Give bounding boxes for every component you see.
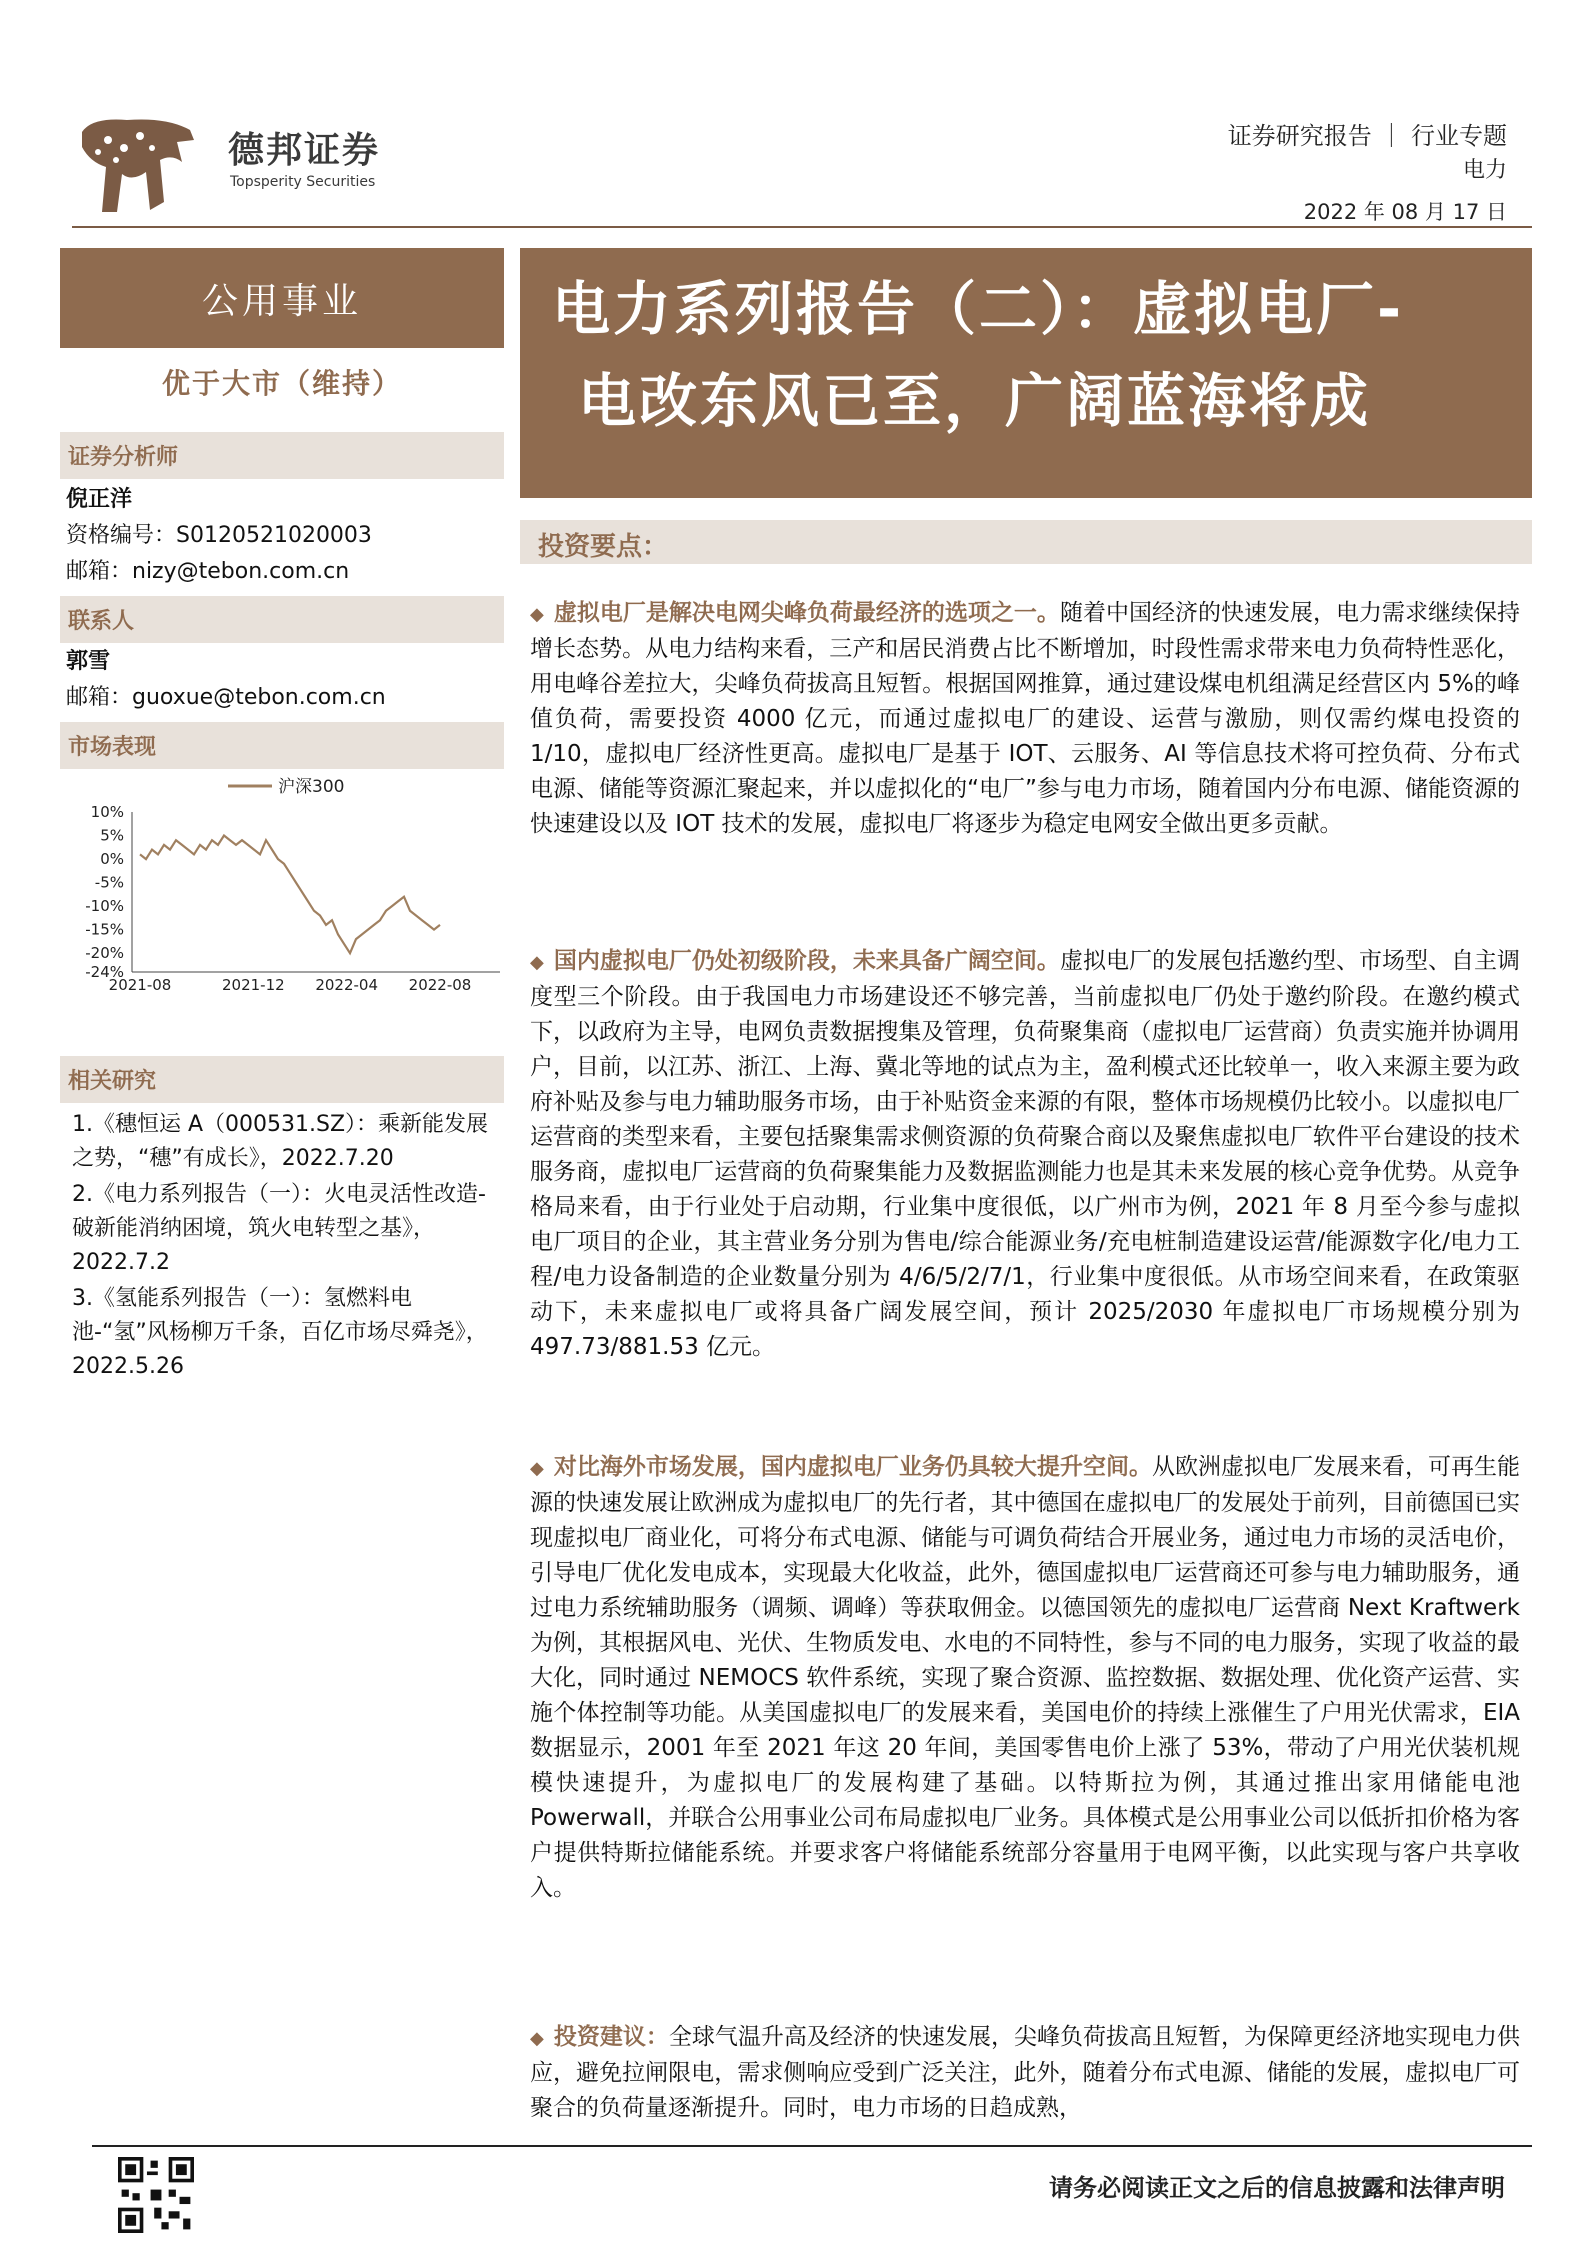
x-tick-label: 2022-08	[408, 976, 472, 994]
x-tick-label: 2022-04	[315, 976, 379, 994]
bullet-icon: ◆	[530, 604, 544, 625]
rating-label: 优于大市（维持）	[161, 367, 402, 400]
x-tick-label: 2021-12	[221, 976, 285, 994]
y-tick-label: -15%	[85, 920, 124, 939]
y-tick-label: 0%	[100, 850, 124, 869]
sector-label: 公用事业	[60, 248, 504, 348]
y-tick-label: 5%	[100, 826, 124, 845]
paragraph-1	[530, 596, 1520, 842]
paragraph-text: 从欧洲虚拟电厂发展来看，可再生能源的快速发展让欧洲成为虚拟电厂的先行者，其中德国在虚拟电厂的发展处于前列，目前德国已实现虚拟电厂商业化，可将分布式电源、储能与可调负荷结合开展业务，通过电力市场的灵活电价，引导电厂优化发电成本，实现最大化收益，此外，德国虚拟电厂运营商还可参与电力辅助服务，通过电力系统辅助服务（调频、调峰）等获取佣金。以德国领先的虚拟电厂运营商 Next Kraftwerk 为例，其根据风电、光伏、生物质发电、水电的不同特性，参与不同的电力服务，实现了收益的最大化，同时通过 NEMOCS 软件系统，实现了聚合资源、监控数据、数据处理、优化资产运营、实施个体控制等功能。从美国虚拟电厂的发展来看，美国电价的持续上涨催生了户用光伏需求，EIA 数据显示，2001 年至 2021 年这 20 年间，美国零售电价上涨了 53%，带动了户用光伏装机规模快速提升，为虚拟电厂的发展构建了基础。以特斯拉为例，其通过推出家用储能电池 Powerwall，并联合公用事业公司布局虚拟电厂业务。具体模式是公用事业公司以低折扣价格为客户提供特斯拉储能系统。并要求客户将储能系统部分容量用于电网平衡，以此实现与客户共享收入。	[530, 1454, 1521, 1901]
header-divider	[72, 226, 1532, 228]
x-tick-label: 2021-08	[108, 976, 172, 994]
bullet-icon: ◆	[530, 952, 544, 973]
key-points-label: 投资要点：	[538, 532, 669, 562]
leopard-logo-icon	[72, 112, 202, 222]
key-points-bar	[520, 520, 1532, 564]
market-heading: 市场表现	[60, 722, 504, 769]
footer-disclaimer[interactable]: 请务必阅读正文之后的信息披露和法律声明	[1049, 2174, 1505, 2202]
brand-name-cn: 德邦证券	[228, 130, 381, 171]
report-type: 证券研究报告 ｜ 行业专题	[1227, 122, 1507, 150]
contact-heading: 联系人	[60, 596, 504, 643]
bullet-icon: ◆	[530, 2028, 544, 2049]
paragraph-text: 全球气温升高及经济的快速发展，尖峰负荷拔高且短暂，为保障更经济地实现电力供应，避免拉闸限电，需求侧响应受到广泛关注，此外，随着分布式电源、储能的发展，虚拟电厂可聚合的负荷量逐渐提升。同时，电力市场的日趋成熟，	[530, 2024, 1521, 2121]
paragraph-lead: 对比海外市场发展，国内虚拟电厂业务仍具较大提升空间。	[553, 1454, 1152, 1480]
paragraph-lead: 投资建议：	[553, 2024, 669, 2050]
chart-legend	[228, 777, 344, 797]
related-item[interactable]: 3.《氢能系列报告（一）：氢燃料电池-“氢”风杨柳万千条，百亿市场尽舜尧》，2022.5.26	[72, 1286, 488, 1379]
related-heading: 相关研究	[60, 1056, 504, 1103]
paragraph-text: 虚拟电厂的发展包括邀约型、市场型、自主调度型三个阶段。由于我国电力市场建设还不够完善，当前虚拟电厂仍处于邀约阶段。在邀约模式下，以政府为主导，电网负责数据搜集及管理，负荷聚集商（虚拟电厂运营商）负责实施并协调用户，目前，以江苏、浙江、上海、冀北等地的试点为主，盈利模式还比较单一，收入来源主要为政府补贴及参与电力辅助服务市场，由于补贴资金来源的有限，整体市场规模仍比较小。以虚拟电厂运营商的类型来看，主要包括聚集需求侧资源的负荷聚合商以及聚焦虚拟电厂软件平台建设的技术服务商，虚拟电厂运营商的负荷聚集能力及数据监测能力也是其未来发展的核心竞争优势。从竞争格局来看，由于行业处于启动期，行业集中度很低，以广州市为例，2021 年 8 月至今参与虚拟电厂项目的企业，其主营业务分别为售电/综合能源业务/充电桩制造建设运营/能源数字化/电力工程/电力设备制造的企业数量分别为 4/6/5/2/7/1，行业集中度很低。从市场空间来看，在政策驱动下，未来虚拟电厂或将具备广阔发展空间，预计 2025/2030 年虚拟电厂市场规模分别为497.73/881.53 亿元。	[530, 948, 1521, 1360]
paragraph-3	[530, 1450, 1520, 1906]
contact-name: 郭雪	[66, 649, 111, 674]
qr-code-icon	[118, 2157, 194, 2233]
analyst-heading: 证券分析师	[60, 432, 504, 479]
report-industry: 电力	[1462, 158, 1507, 183]
bullet-icon: ◆	[530, 1458, 544, 1479]
analyst-email[interactable]: 邮箱：nizy@tebon.com.cn	[66, 559, 350, 584]
y-tick-label: 10%	[90, 803, 124, 821]
legend-label: 沪深300	[278, 777, 345, 797]
analyst-name: 倪正洋	[66, 487, 133, 512]
footer-divider	[92, 2145, 1532, 2147]
paragraph-lead: 虚拟电厂是解决电网尖峰负荷最经济的选项之一。	[553, 600, 1060, 626]
related-item[interactable]: 1.《穗恒运 A（000531.SZ）：乘新能发展之势，“穗”有成长》，2022.7.20	[72, 1112, 489, 1171]
y-tick-label: -5%	[94, 873, 124, 892]
paragraph-2	[530, 944, 1520, 1365]
paragraph-lead: 国内虚拟电厂仍处初级阶段，未来具备广阔空间。	[553, 948, 1060, 974]
y-tick-label: -10%	[85, 897, 124, 916]
paragraph-4	[530, 2020, 1520, 2126]
series-line-hs300	[140, 836, 440, 954]
contact-email[interactable]: 邮箱：guoxue@tebon.com.cn	[66, 685, 386, 710]
report-title-line2: 电改东风已至，广阔蓝海将成	[578, 367, 1372, 435]
analyst-cert: 资格编号：S0120521020003	[66, 523, 372, 548]
brand-name-en: Topsperity Securities	[230, 174, 376, 190]
y-tick-label: -20%	[85, 944, 124, 963]
report-title-line1: 电力系列报告（二）：虚拟电厂-	[552, 275, 1405, 343]
paragraph-text: 随着中国经济的快速发展，电力需求继续保持增长态势。从电力结构来看，三产和居民消费占比不断增加，时段性需求带来电力负荷特性恶化，用电峰谷差拉大，尖峰负荷拔高且短暂。根据国网推算，通过建设煤电机组满足经营区内 5%的峰值负荷，需要投资 4000 亿元，而通过虚拟电厂的建设、运营与激励，则仅需约煤电投资的 1/10，虚拟电厂经济性更高。虚拟电厂是基于 IOT、云服务、AI 等信息技术将可控负荷、分布式电源、储能等资源汇聚起来，并以虚拟化的“电厂”参与电力市场，随着国内分布电源、储能资源的快速建设以及 IOT 技术的发展，虚拟电厂将逐步为稳定电网安全做出更多贡献。	[530, 600, 1521, 837]
y-tick-label: -24%	[85, 963, 124, 981]
market-performance-chart	[60, 772, 504, 997]
related-item[interactable]: 2.《电力系列报告（一）：火电灵活性改造-破新能消纳困境，筑火电转型之基》，2022.7.2	[72, 1182, 486, 1275]
report-date: 2022 年 08 月 17 日	[1303, 200, 1507, 224]
y-axis-ticks	[85, 803, 124, 981]
x-axis-ticks	[109, 976, 472, 994]
